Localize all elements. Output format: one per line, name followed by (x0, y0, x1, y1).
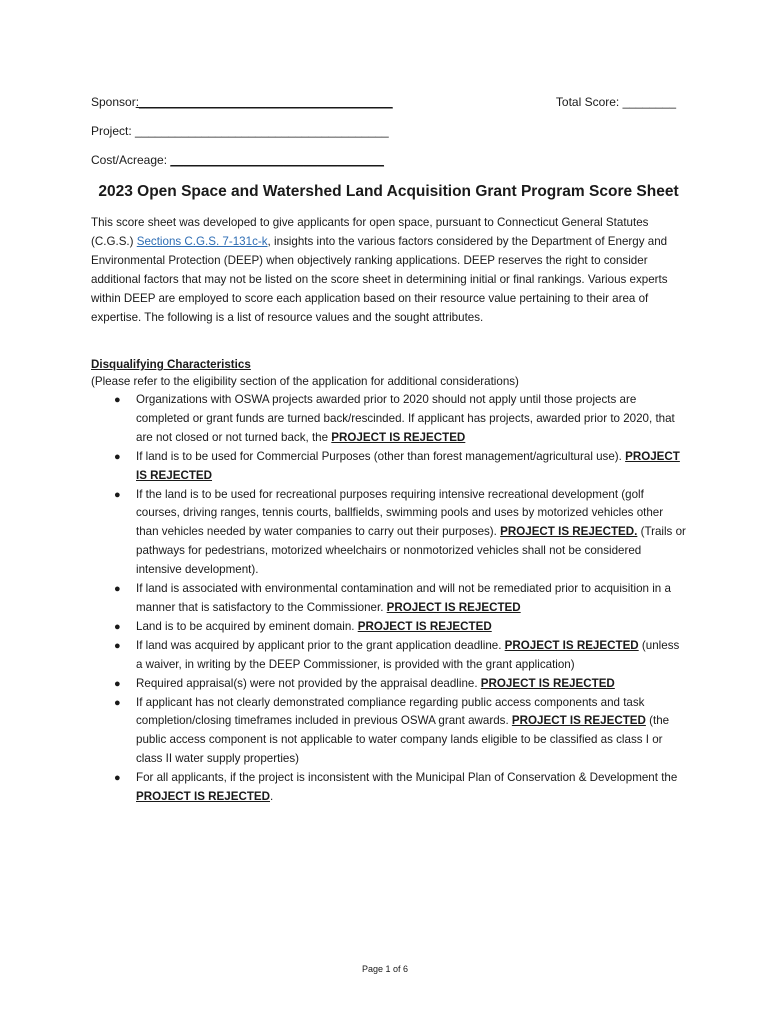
rejected-label: PROJECT IS REJECTED (480, 676, 615, 690)
rejected-label: PROJECT IS REJECTED (511, 714, 646, 728)
list-item (91, 694, 686, 770)
total-score-label[interactable]: Total Score: ________ (555, 95, 676, 109)
list-item-text: If the land is to be used for recreational purposes requiring intensive recreational development (golf courses, driving ranges, tennis courts, ballfields, swimming pools and uses by motorized vehicles other than vehicles needed by water companies to carry out their purposes). (136, 487, 664, 539)
list-item-text: Required appraisal(s) were not provided by the appraisal deadline. (136, 676, 481, 690)
list-item-text: If land is associated with environmental contamination and will not be remediated prior to acquisition in a manner that is satisfactory to the Commissioner. (136, 582, 671, 614)
project-label[interactable]: Project: ______________________________________ (91, 124, 389, 138)
list-item (91, 637, 686, 675)
bullet-icon: ● (114, 583, 121, 596)
bullet-icon: ● (114, 696, 121, 709)
project-row (91, 124, 686, 138)
page-footer: Page 1 of 6 (361, 964, 409, 974)
list-item-text-after: (Trails or pathways for pedestrians, motorized wheelchairs or nonmotorized vehicles shall not be considered intensive development). (136, 525, 686, 577)
rejected-label: PROJECT IS REJECTED (136, 790, 271, 804)
sponsor-blank[interactable]: :______________________________________ (135, 95, 393, 109)
list-item (91, 448, 686, 486)
cost-row (91, 153, 686, 167)
rejected-label: PROJECT IS REJECTED (504, 638, 639, 652)
list-item (91, 618, 686, 637)
document-title: 2023 Open Space and Watershed Land Acquisition Grant Program Score Sheet (98, 183, 679, 200)
list-item-text: If land was acquired by applicant prior to the grant application deadline. (136, 638, 505, 652)
list-item (91, 675, 686, 694)
list-item-text: Land is to be acquired by eminent domain. (136, 619, 358, 633)
list-item-text: Organizations with OSWA projects awarded prior to 2020 should not apply until those projects are completed or grant funds are turned back/rescinded. If applicant has projects, awarded prior to 2020, that are not closed or not turned back, the (136, 393, 675, 444)
bullet-icon: ● (114, 488, 121, 501)
intro-text-after-link: , insights into the various factors considered by the Department of Energy and Environmental Protection (DEEP) when objectively ranking applications. DEEP reserves the right to consider additional factors that may not be listed on the score sheet in determining initial or final rankings. Various experts within DEEP are employed to score each application based on their resource value pertaining to their area of expertise. The following is a list of resource values and the sought attributes. (91, 234, 668, 324)
rejected-label: PROJECT IS REJECTED (386, 600, 521, 614)
intro-paragraph (91, 214, 684, 327)
section-note: (Please refer to the eligibility section of the application for additional considerations) (91, 375, 519, 388)
bullet-icon: ● (114, 394, 121, 406)
list-item-text: For all applicants, if the project is inconsistent with the Municipal Plan of Conservation & Development the (136, 771, 678, 785)
list-item-text: If land is to be used for Commercial Purposes (other than forest management/agricultural use). (136, 449, 626, 463)
list-item (91, 486, 686, 581)
list-item-text-after: . (270, 790, 274, 804)
bullet-icon: ● (114, 620, 121, 633)
rejected-label: PROJECT IS REJECTED (331, 430, 466, 444)
cost-label: Cost/Acreage: (91, 153, 171, 167)
intro-text-before-link: This score sheet was developed to give applicants for open space, pursuant to Connecticut General Statutes (C.G.S.) (91, 216, 649, 248)
rejected-label: PROJECT IS REJECTED. (500, 525, 638, 539)
bullet-icon: ● (114, 677, 121, 690)
statute-link[interactable]: Sections C.G.S. 7-131c-k (136, 234, 268, 248)
sponsor-row (91, 95, 686, 109)
list-item-text: If applicant has not clearly demonstrated compliance regarding public access components and task completion/closing timeframes included in previous OSWA grant awards. (136, 695, 645, 728)
list-item (91, 580, 686, 618)
rejected-label: PROJECT IS REJECTED (357, 619, 492, 633)
list-item (91, 769, 686, 807)
rejected-label: PROJECT IS REJECTED (136, 449, 680, 482)
bullet-icon: ● (114, 639, 121, 652)
bullet-icon: ● (114, 772, 121, 785)
sponsor-label: Sponsor (91, 95, 136, 109)
section-heading: Disqualifying Characteristics (91, 358, 251, 371)
bullet-icon: ● (114, 450, 121, 463)
disqualifying-list (91, 391, 686, 807)
list-item-text-after: (unless a waiver, in writing by the DEEP Commissioner, is provided with the grant application) (136, 638, 680, 671)
list-item (91, 391, 686, 448)
cost-blank[interactable]: ________________________________ (170, 153, 384, 167)
list-item-text-after: (the public access component is not applicable to water company lands eligible to be classified as class I or class II water supply properties) (136, 714, 670, 766)
